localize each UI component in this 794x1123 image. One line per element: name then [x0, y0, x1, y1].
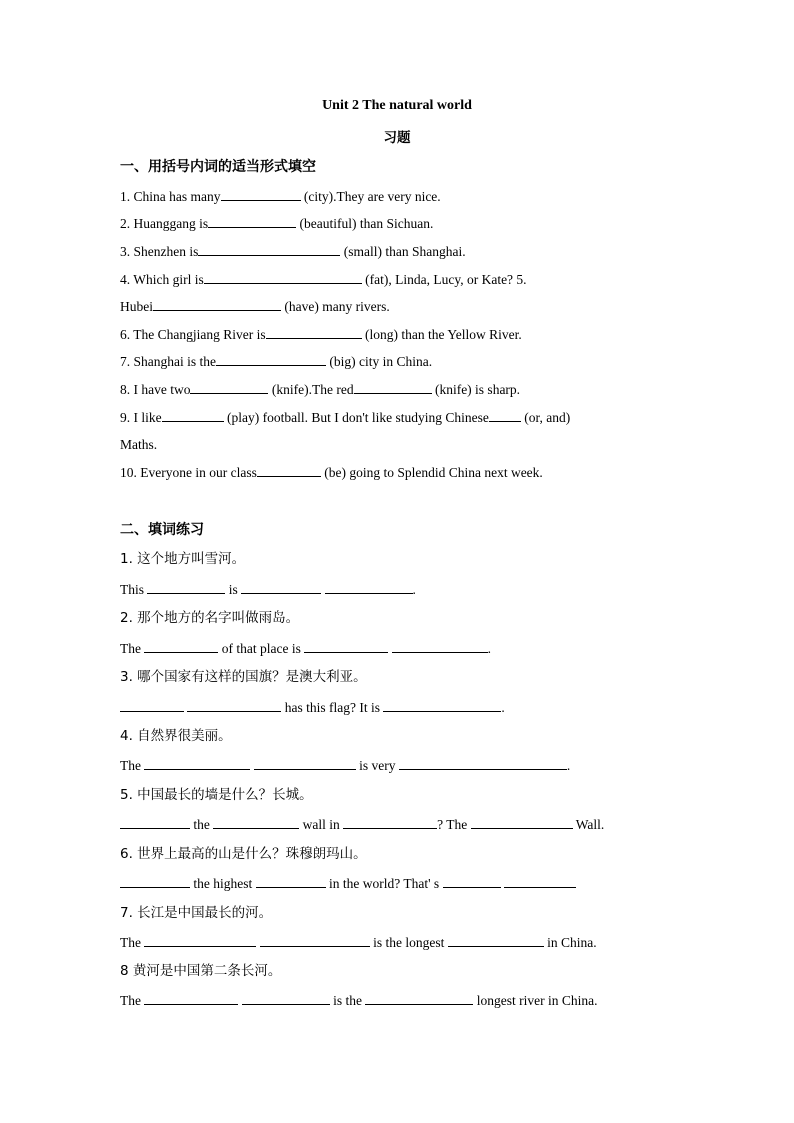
blank[interactable] — [120, 699, 184, 712]
exercise-8: 8. I have two (knife).The red (knife) is sharp. — [120, 382, 521, 397]
blank[interactable] — [208, 215, 296, 228]
blank[interactable] — [241, 581, 321, 594]
exercise-3: 3. Shenzhen is (small) than Shanghai. — [120, 244, 466, 259]
translate-7-en: The is the longest in China. — [120, 935, 597, 950]
exercise-2: 2. Huanggang is (beautiful) than Sichuan. — [120, 216, 434, 231]
blank[interactable] — [304, 640, 388, 653]
translate-3-en: has this flag? It is . — [120, 699, 650, 717]
translate-8-en: The is the longest river in China. — [120, 993, 598, 1008]
translate-4-en: The is very . — [120, 758, 571, 773]
blank[interactable] — [260, 934, 370, 947]
blank[interactable] — [120, 816, 190, 829]
exercise-10: 10. Everyone in our class (be) going to Splendid China next week. — [120, 465, 543, 480]
translate-1-en: This is . — [120, 582, 416, 597]
blank[interactable] — [153, 298, 281, 311]
blank[interactable] — [343, 816, 437, 829]
blank[interactable] — [144, 934, 256, 947]
exercise-4: 4. Which girl is (fat), Linda, Lucy, or Kate? 5. — [120, 272, 527, 287]
blank[interactable] — [383, 699, 501, 712]
blank[interactable] — [443, 875, 501, 888]
blank[interactable] — [257, 464, 321, 477]
blank[interactable] — [187, 699, 281, 712]
blank[interactable] — [392, 640, 488, 653]
blank[interactable] — [213, 816, 299, 829]
blank[interactable] — [256, 875, 326, 888]
page-subtitle: 习题 — [383, 130, 411, 146]
blank[interactable] — [204, 271, 362, 284]
blank[interactable] — [448, 934, 544, 947]
blank[interactable] — [365, 992, 473, 1005]
blank[interactable] — [144, 757, 250, 770]
translate-5-en: the wall in ? The Wall. — [120, 816, 650, 834]
blank[interactable] — [242, 992, 330, 1005]
translate-3-cn: 3. 哪个国家有这样的国旗？是澳大利亚。 — [120, 669, 367, 685]
exercise-1: 1. China has many (city).They are very nice. — [120, 189, 441, 204]
blank[interactable] — [144, 640, 218, 653]
exercise-9-cont: Maths. — [120, 437, 158, 452]
blank[interactable] — [216, 353, 326, 366]
blank[interactable] — [120, 875, 190, 888]
blank[interactable] — [325, 581, 413, 594]
blank[interactable] — [190, 381, 268, 394]
translate-8-cn: 8 黄河是中国第二条长河。 — [120, 963, 282, 979]
translate-6-cn: 6. 世界上最高的山是什么？珠穆朗玛山。 — [120, 846, 367, 862]
translate-4-cn: 4. 自然界很美丽。 — [120, 728, 232, 744]
exercise-5: Hubei (have) many rivers. — [120, 299, 390, 314]
translate-7-cn: 7. 长江是中国最长的河。 — [120, 905, 273, 921]
blank[interactable] — [162, 409, 224, 422]
blank[interactable] — [254, 757, 356, 770]
blank[interactable] — [504, 875, 576, 888]
blank[interactable] — [144, 992, 238, 1005]
translate-2-cn: 2. 那个地方的名字叫做雨岛。 — [120, 610, 300, 626]
exercise-9: 9. I like (play) football. But I don't like studying Chinese (or, and) — [120, 410, 571, 425]
blank[interactable] — [354, 381, 432, 394]
blank[interactable] — [399, 757, 567, 770]
translate-1-cn: 1. 这个地方叫雪河。 — [120, 551, 246, 567]
blank[interactable] — [471, 816, 573, 829]
page-title: Unit 2 The natural world — [322, 98, 472, 113]
blank[interactable] — [489, 409, 521, 422]
exercise-7: 7. Shanghai is the (big) city in China. — [120, 354, 433, 369]
translate-6-en: the highest in the world? That' s — [120, 875, 650, 893]
exercise-6: 6. The Changjiang River is (long) than the Yellow River. — [120, 327, 522, 342]
section-2-heading: 二、填词练习 — [120, 522, 204, 538]
blank[interactable] — [221, 188, 301, 201]
translate-2-en: The of that place is . — [120, 641, 491, 656]
blank[interactable] — [147, 581, 225, 594]
section-1-heading: 一、用括号内词的适当形式填空 — [120, 159, 316, 175]
blank[interactable] — [266, 326, 362, 339]
translate-5-cn: 5. 中国最长的墙是什么？长城。 — [120, 787, 313, 803]
blank[interactable] — [198, 243, 340, 256]
